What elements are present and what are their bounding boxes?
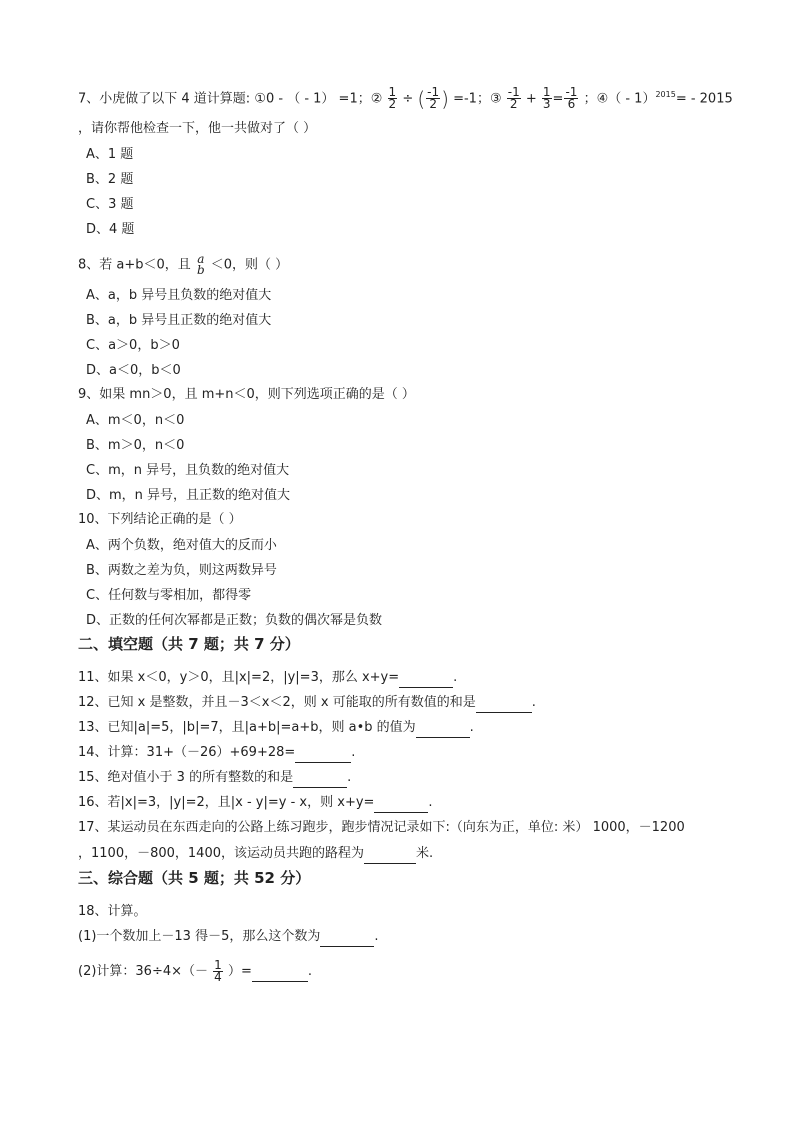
q18-sub1-answer-blank[interactable] [320,928,374,947]
q7-part2: =-1；③ [453,91,502,107]
question-8-stem [78,254,288,276]
q8-option-b: B、a，b 异号且正数的绝对值大 [86,313,272,328]
q7-option-d: D、4 题 [86,222,135,237]
q10-option-d: D、正数的任何次幂都是正数；负数的偶次幂是负数 [86,613,383,628]
q7-fraction-4: $\frac{1}{3}$ [542,85,551,112]
question-15: 15、绝对值小于 3 的所有整数的和是 . [78,769,351,788]
q15-answer-blank[interactable] [293,769,347,788]
question-18-sub2: (2)计算：36÷4×（－ $\frac{1}{4}$ ）= . [78,958,312,984]
q11-answer-blank[interactable] [399,669,453,688]
q8-option-d: D、a＜0，b＜0 [86,363,181,378]
q7-exponent: 2015 [655,90,676,99]
q7-fraction-2: $\frac{-1}{2}$ [427,85,440,112]
q7-divide-sign: ÷ [402,91,414,107]
q7-option-b: B、2 题 [86,172,134,187]
q8-option-c: C、a＞0，b＞0 [86,338,180,353]
q9-option-d: D、m，n 异号，且正数的绝对值大 [86,488,291,503]
q16-answer-blank[interactable] [374,794,428,813]
q9-option-c: C、m，n 异号，且负数的绝对值大 [86,463,290,478]
section-3-heading: 三、综合题（共 5 题；共 52 分） [78,869,311,887]
question-18-stem: 18、计算。 [78,904,147,919]
q8-option-a: A、a，b 异号且负数的绝对值大 [86,288,272,303]
question-17-line2: ，1100，－800，1400，该运动员共跑的路程为 米. [78,845,433,864]
section-2-heading: 二、填空题（共 7 题；共 7 分） [78,635,300,653]
q12-answer-blank[interactable] [476,694,532,713]
question-9-stem: 9、如果 mn＞0，且 m+n＜0，则下列选项正确的是（ ） [78,387,415,402]
q7-plus-sign: + [525,91,537,107]
question-7-line2: ，请你帮他检查一下，他一共做对了（ ） [78,121,317,136]
question-7-stem: 7、小虎做了以下 4 道计算题: ①0 - （ - 1） =1；② $\frac{1}{2}$ ÷ ( $\frac{-1}{2}$ ) =-1；③ $\frac{-1}{2}$ + $\frac{1}{3}$ = $\frac{-1}{6}$ ；④（ - 1）$^{2015}$= - 2015 [78,85,733,112]
question-17-line1: 17、某运动员在东西走向的公路上练习跑步，跑步情况记录如下:（向东为正，单位: 米） 1000，－1200 [78,820,685,835]
q8-part2: ＜0，则（ ） [210,257,289,273]
q10-option-a: A、两个负数，绝对值大的反而小 [86,538,277,553]
q8-part1: 8、若 a+b＜0，且 [78,257,191,273]
q7-part1: 7、小虎做了以下 4 道计算题: ①0 - （ - 1） =1；② [78,91,383,107]
question-12: 12、已知 x 是整数，并且－3＜x＜2，则 x 可能取的所有数值的和是 . [78,694,536,713]
question-10-stem: 10、下列结论正确的是（ ） [78,512,242,527]
q7-equals-sign: = [552,91,564,107]
q8-fraction: a b [196,252,205,277]
question-11: 11、如果 x＜0，y＞0，且|x|=2，|y|=3，那么 x+y= . [78,669,457,688]
question-13: 13、已知|a|=5，|b|=7，且|a+b|=a+b，则 a•b 的值为 . [78,719,474,738]
q17-answer-blank[interactable] [364,845,416,864]
question-16: 16、若|x|=3，|y|=2，且|x - y|=y - x，则 x+y= . [78,794,433,813]
q18-sub2-answer-blank[interactable] [252,963,308,982]
q9-option-b: B、m＞0，n＜0 [86,438,185,453]
question-18-sub1: (1)一个数加上－13 得－5，那么这个数为 . [78,928,379,947]
q18-fraction: $\frac{1}{4}$ [214,958,222,984]
q7-fraction-1: $\frac{1}{2}$ [388,85,397,112]
q10-option-b: B、两数之差为负，则这两数异号 [86,563,277,578]
q7-fraction-3: $\frac{-1}{2}$ [507,85,520,112]
q7-part3: ；④（ - 1） [583,91,656,107]
q7-fraction-5: $\frac{-1}{6}$ [565,85,578,112]
q7-option-a: A、1 题 [86,147,134,162]
question-14: 14、计算：31+（－26）+69+28= . [78,744,355,763]
q9-option-a: A、m＜0，n＜0 [86,413,185,428]
q13-answer-blank[interactable] [416,719,470,738]
q7-option-c: C、3 题 [86,197,134,212]
q14-answer-blank[interactable] [295,744,351,763]
q10-option-c: C、任何数与零相加，都得零 [86,588,252,603]
q7-part4: = - 2015 [675,91,733,107]
